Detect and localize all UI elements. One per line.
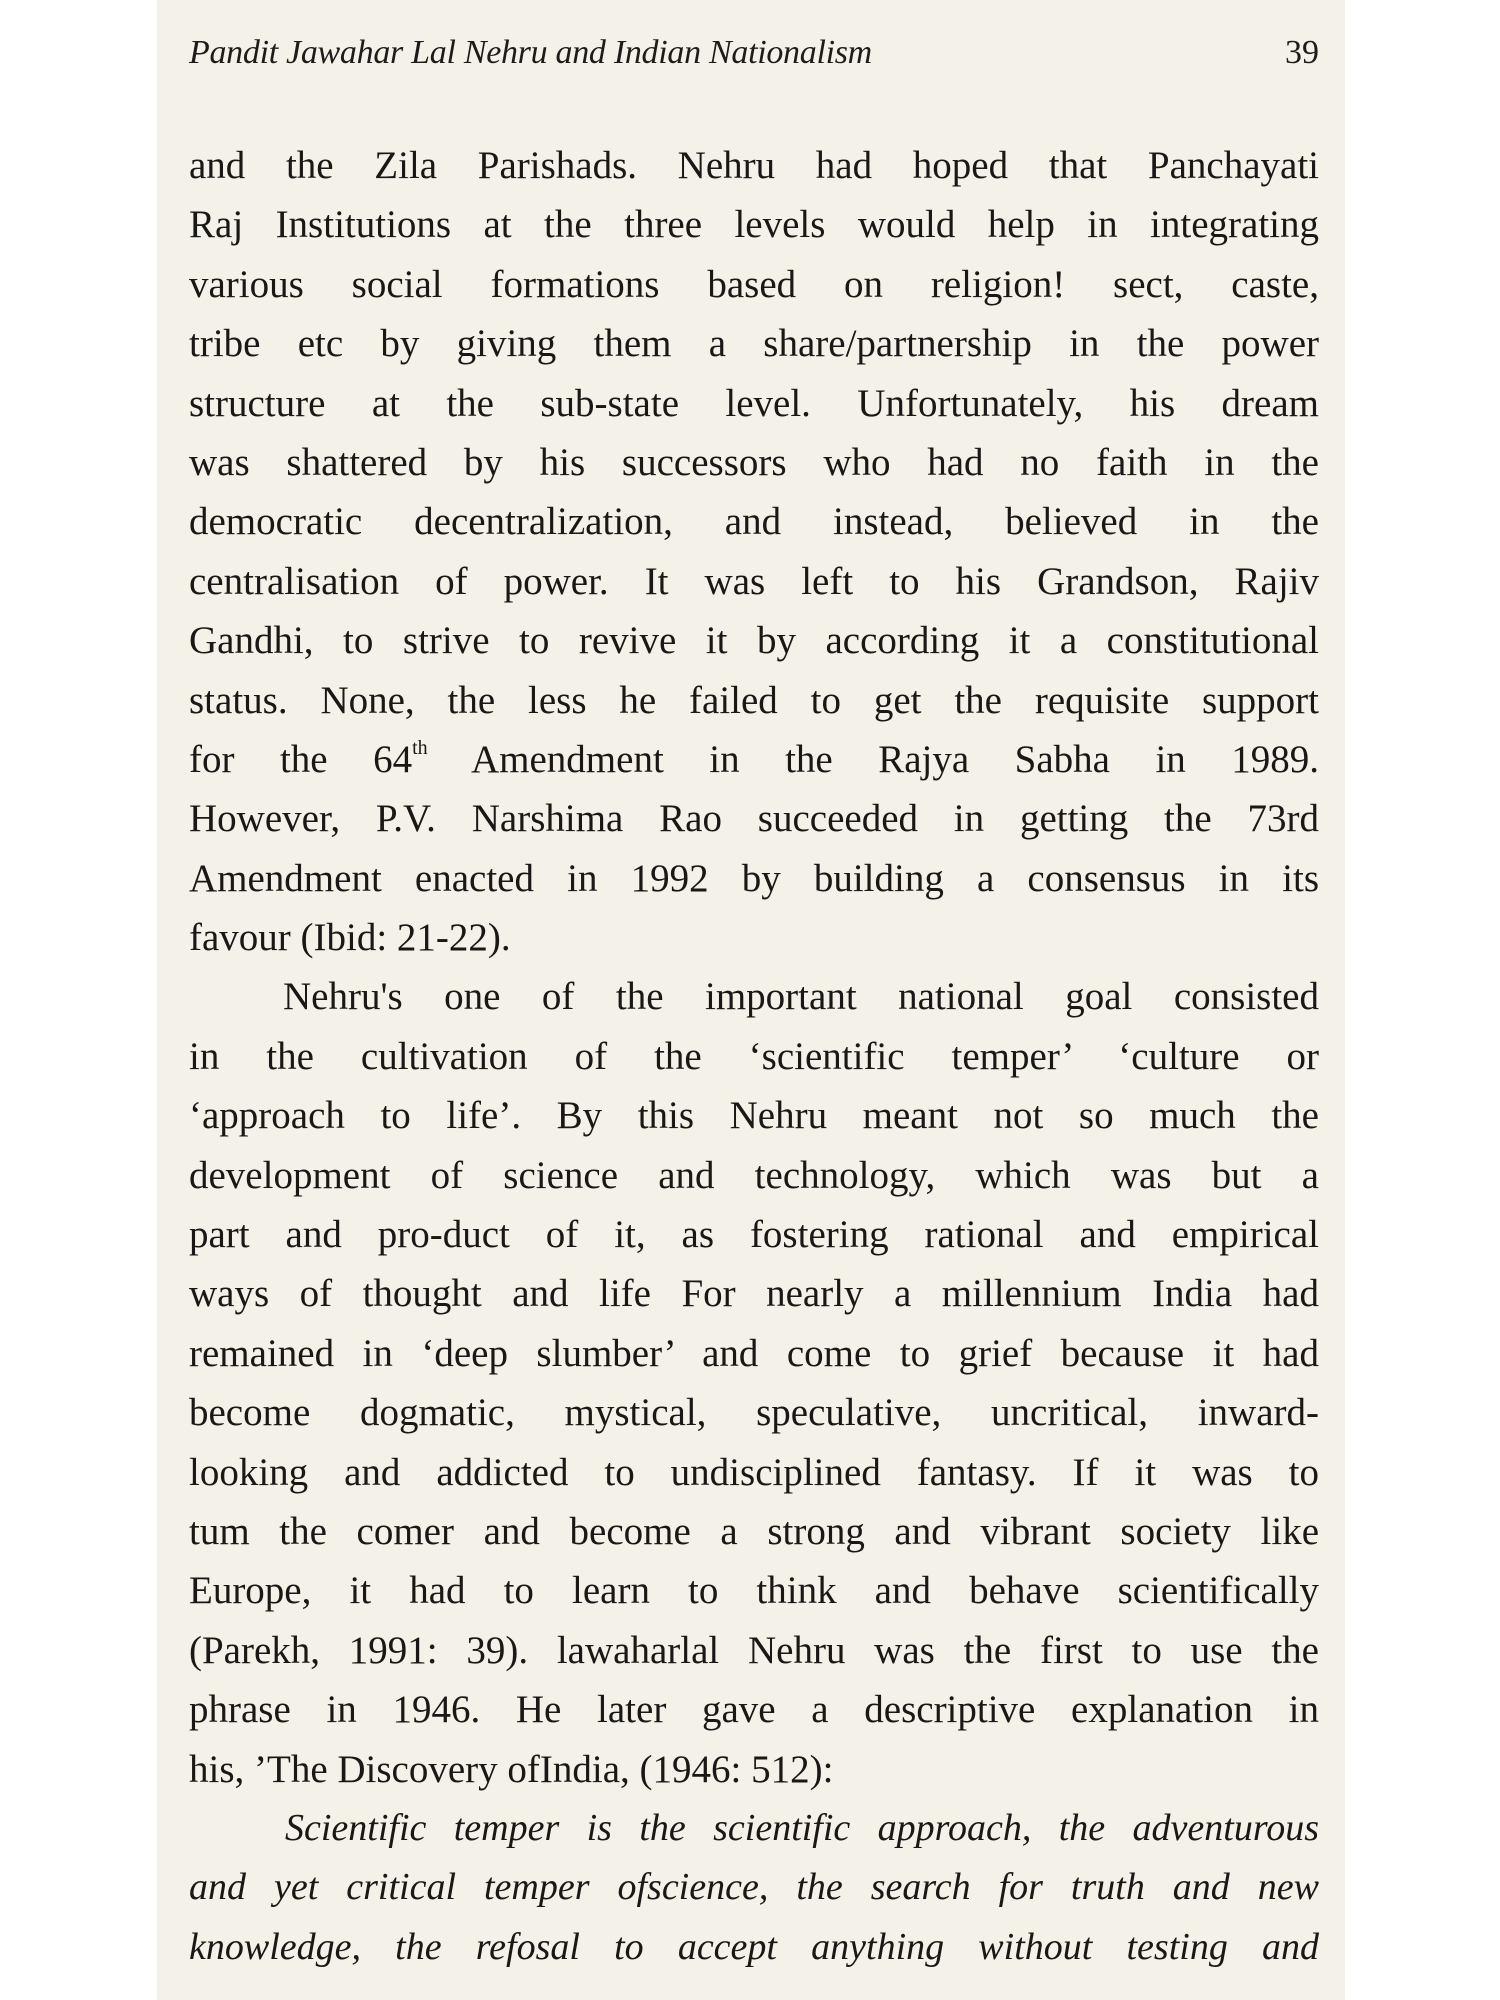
text-line: his, ’The Discovery ofIndia, (1946: 512):	[189, 1747, 834, 1791]
quote-line: Scientific temper is the scientific approach, the adventurous	[285, 1806, 1319, 1849]
text-line: Raj Institutions at the three levels would help in integrating	[189, 203, 1319, 247]
text-line: in the cultivation of the ‘scientific temper’ ‘culture or	[189, 1034, 1319, 1078]
text-line: Europe, it had to learn to think and behave scientifically	[189, 1569, 1319, 1613]
text-line: was shattered by his successors who had no faith in the	[189, 440, 1319, 484]
body-text	[189, 136, 1319, 1977]
ordinal-suffix: th	[412, 736, 428, 759]
text-line-amendment	[189, 730, 1319, 789]
text-line: tribe etc by giving them a share/partnership in the power	[189, 322, 1319, 366]
block-quote	[189, 1799, 1319, 1977]
text-line: centralisation of power. It was left to his Grandson, Rajiv	[189, 559, 1319, 603]
text-line: structure at the sub-state level. Unfortunately, his dream	[189, 381, 1319, 425]
text-line: favour (Ibid: 21-22).	[189, 916, 511, 960]
text-line: become dogmatic, mystical, speculative, uncritical, inward-	[189, 1391, 1319, 1435]
quote-line: knowledge, the refosal to accept anything without testing and	[189, 1925, 1319, 1968]
text-line: part and pro-duct of it, as fostering rational and empirical	[189, 1213, 1319, 1257]
text-line: status. None, the less he failed to get the requisite support	[189, 678, 1319, 722]
quote-line: and yet critical temper ofscience, the search for truth and new	[189, 1866, 1319, 1909]
text-line: ways of thought and life For nearly a millennium India had	[189, 1272, 1319, 1316]
running-title: Pandit Jawahar Lal Nehru and Indian Nationalism	[189, 34, 872, 71]
paragraph-1	[189, 136, 1319, 967]
text-line: and the Zila Parishads. Nehru had hoped that Panchayati	[189, 144, 1319, 187]
page-number: 39	[1285, 34, 1319, 71]
amendment-before: for the 64	[189, 737, 413, 781]
page-header	[189, 34, 1319, 84]
text-line: ‘approach to life’. By this Nehru meant not so much the	[189, 1094, 1319, 1138]
text-line: Gandhi, to strive to revive it by according it a constitutional	[189, 619, 1319, 663]
text-line: tum the comer and become a strong and vibrant society like	[189, 1509, 1319, 1553]
paragraph-2	[189, 967, 1319, 1798]
amendment-after: Amendment in the Rajya Sabha in 1989.	[427, 737, 1320, 781]
text-line: Amendment enacted in 1992 by building a consensus in its	[189, 856, 1319, 900]
text-line: development of science and technology, which was but a	[189, 1153, 1319, 1197]
text-line: remained in ‘deep slumber’ and come to grief because it had	[189, 1331, 1319, 1375]
text-line: However, P.V. Narshima Rao succeeded in getting the 73rd	[189, 797, 1319, 841]
text-line: (Parekh, 1991: 39). lawaharlal Nehru was the first to use the	[189, 1628, 1319, 1672]
text-line: democratic decentralization, and instead, believed in the	[189, 500, 1319, 544]
text-line: Nehru's one of the important national goal consisted	[283, 975, 1319, 1019]
text-line: various social formations based on religion! sect, caste,	[189, 262, 1319, 306]
text-line: looking and addicted to undisciplined fantasy. If it was to	[189, 1450, 1319, 1494]
text-line: phrase in 1946. He later gave a descriptive explanation in	[189, 1688, 1319, 1732]
